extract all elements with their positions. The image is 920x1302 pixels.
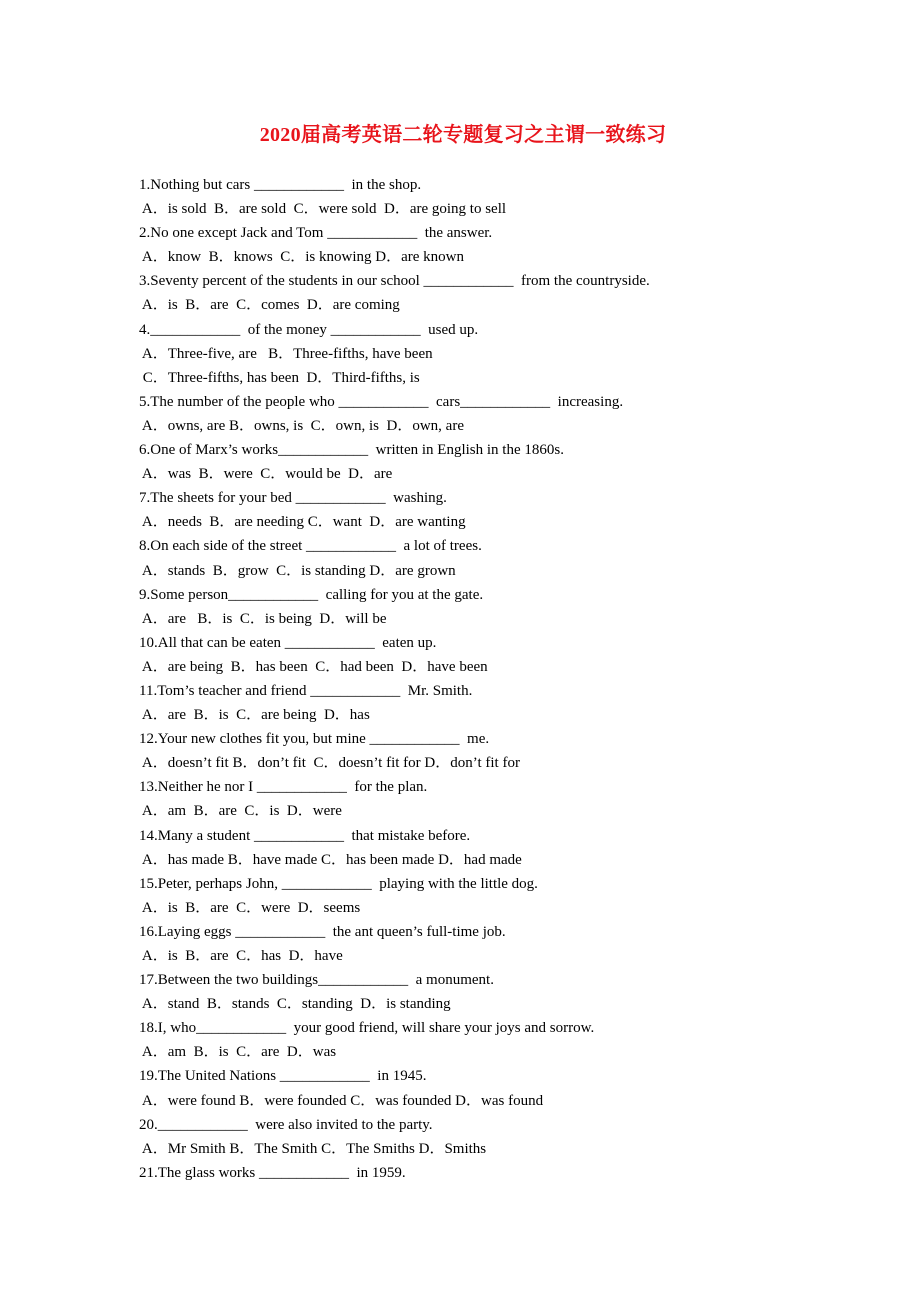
question-list [139,173,839,1185]
question-stem: 4.____________ of the money ____________ used up. [139,321,479,338]
question-options: A．are B．is C．are being D．has [139,707,370,724]
question-stem: 11.Tom’s teacher and friend ____________ Mr. Smith. [139,682,473,699]
question-stem: 15.Peter, perhaps John, ____________ playing with the little dog. [139,875,538,892]
question-stem: 16.Laying eggs ____________ the ant queen’s full-time job. [139,923,506,940]
question-options: A．is B．are C．has D．have [139,948,343,964]
question-stem: 6.One of Marx’s works____________ written in English in the 1860s. [139,442,564,459]
question-stem: 3.Seventy percent of the students in our school ____________ from the countryside. [139,273,650,290]
question-stem: 9.Some person____________ calling for you at the gate. [139,586,484,603]
question-options: C．Three-fifths, has been D．Third-fifths, is [139,369,420,386]
question-stem: 10.All that can be eaten ____________ eaten up. [139,634,437,651]
question-options: A．were found B．were founded C．was founded D．was found [139,1092,544,1109]
question-stem: 7.The sheets for your bed ____________ washing. [139,490,447,507]
question-options: A．stand B．stands C．standing D．is standing [139,996,451,1013]
question-options: A．Three-five, are B．Three-fifths, have been [139,345,433,362]
question-options: A．Mr Smith B．The Smith C．The Smiths D．Smiths [139,1140,487,1157]
question-options: A．are being B．has been C．had been D．have been [139,658,488,675]
question-stem: 19.The United Nations ____________ in 1945. [139,1068,427,1085]
question-stem: 1.Nothing but cars ____________ in the shop. [139,177,422,193]
question-stem: 14.Many a student ____________ that mistake before. [139,827,471,844]
question-options: A．was B．were C．would be D．are [139,466,393,483]
question-options: A．am B．is C．are D．was [139,1044,337,1061]
page-title: 2020届高考英语二轮专题复习之主谓一致练习 [259,124,667,146]
question-stem: 8.On each side of the street ____________ a lot of trees. [139,538,482,555]
question-options: A．has made B．have made C．has been made D．had made [139,851,522,868]
question-options: A．is sold B．are sold C．were sold D．are going to sell [139,201,507,218]
question-stem: 13.Neither he nor I ____________ for the plan. [139,779,428,796]
question-options: A．are B．is C．is being D．will be [139,610,387,627]
question-stem: 20.____________ were also invited to the party. [139,1116,433,1133]
question-options: A．doesn’t fit B．don’t fit C．doesn’t fit for D．don’t fit for [139,755,520,772]
question-stem: 5.The number of the people who ____________ cars____________ increasing. [139,393,624,410]
question-options: A．owns, are B．owns, is C．own, is D．own, are [139,417,464,434]
question-stem: 17.Between the two buildings____________ a monument. [139,972,494,989]
question-options: A．needs B．are needing C．want D．are wanting [139,514,466,531]
question-options: A．is B．are C．were D．seems [139,899,361,916]
question-stem: 18.I, who____________ your good friend, will share your joys and sorrow. [139,1020,595,1037]
question-options: A．am B．are C．is D．were [139,803,342,820]
question-options: A．know B．knows C．is knowing D．are known [139,249,464,266]
question-options: A．is B．are C．comes D．are coming [139,297,400,314]
question-stem: 2.No one except Jack and Tom ____________ the answer. [139,225,493,242]
question-options: A．stands B．grow C．is standing D．are grown [139,562,456,579]
question-stem: 12.Your new clothes fit you, but mine ____________ me. [139,731,490,748]
question-stem: 21.The glass works ____________ in 1959. [139,1164,406,1181]
